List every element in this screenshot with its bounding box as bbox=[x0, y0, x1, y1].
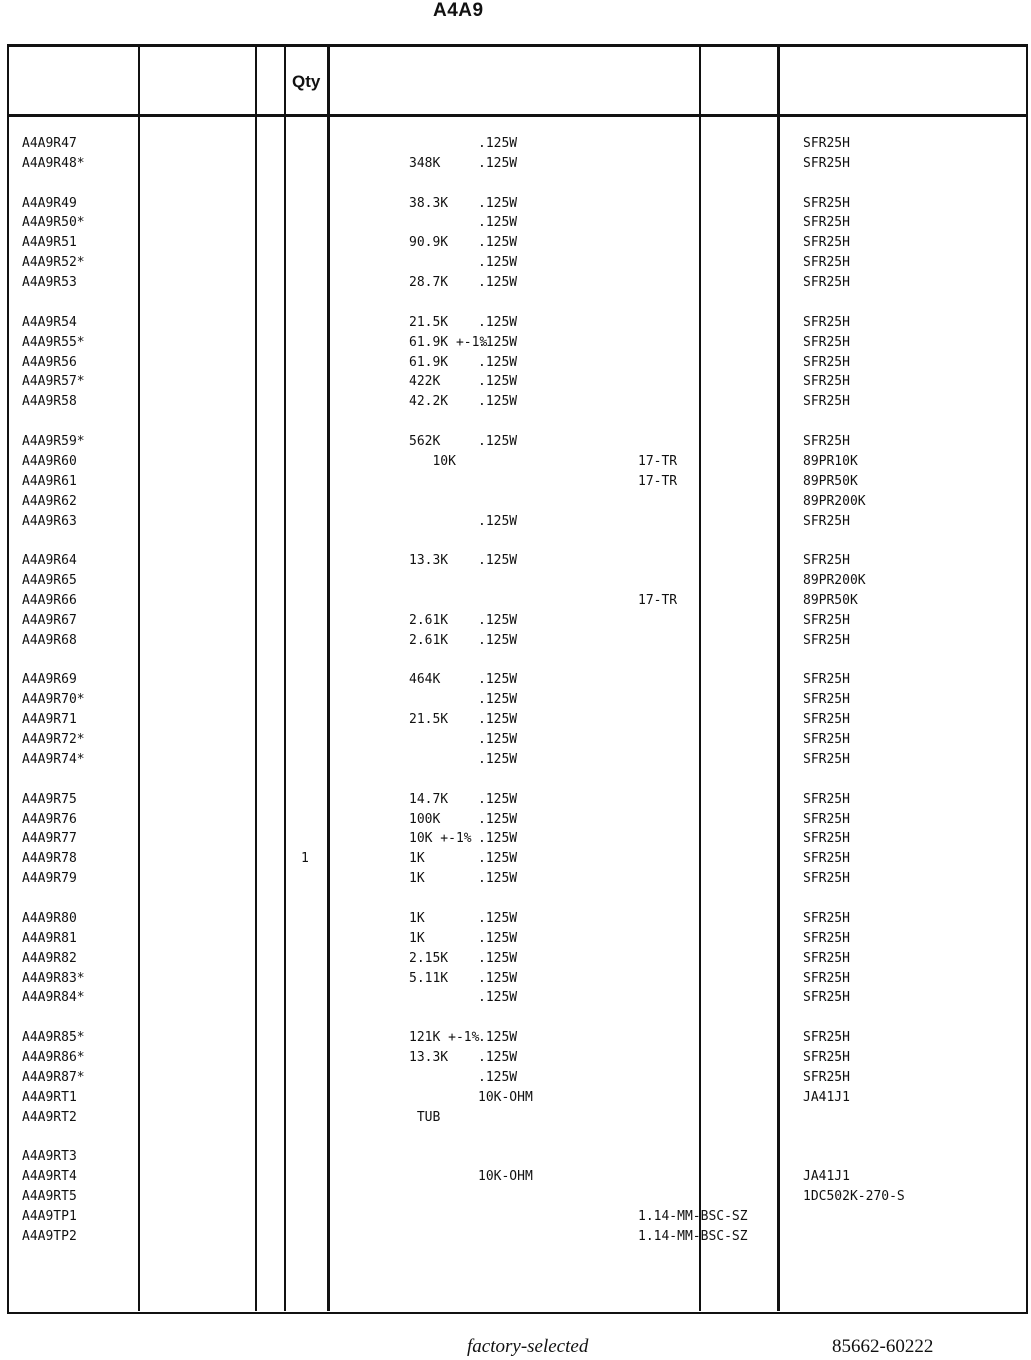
part-mfr-number: SFR25H bbox=[803, 553, 850, 569]
part-mfr-number: SFR25H bbox=[803, 732, 850, 748]
table-row bbox=[0, 1048, 1031, 1068]
part-ref: A4A9TP1 bbox=[22, 1208, 77, 1224]
part-ref: A4A9R74* bbox=[22, 751, 85, 767]
part-ref: A4A9R79 bbox=[22, 871, 77, 887]
part-mfr-number: SFR25H bbox=[803, 712, 850, 728]
part-mfr-number: SFR25H bbox=[803, 612, 850, 628]
part-rating: .125W bbox=[478, 434, 518, 450]
table-row bbox=[0, 392, 1031, 412]
part-rating: .125W bbox=[478, 732, 518, 748]
part-mfr-number: SFR25H bbox=[803, 334, 850, 350]
part-ref: A4A9RT2 bbox=[22, 1109, 77, 1125]
footer-note: factory-selected bbox=[467, 1336, 589, 1357]
part-value: 562K bbox=[409, 434, 441, 450]
part-ref: A4A9R51 bbox=[22, 235, 77, 251]
part-mfr-number: SFR25H bbox=[803, 791, 850, 807]
part-ref: A4A9R81 bbox=[22, 930, 77, 946]
part-mfr-number: 1DC502K-270-S bbox=[803, 1189, 905, 1205]
part-value: 61.9K +-1% bbox=[409, 334, 488, 350]
part-ref: A4A9RT3 bbox=[22, 1149, 77, 1165]
part-qty: 1 bbox=[301, 851, 309, 867]
part-mfr-number: SFR25H bbox=[803, 374, 850, 390]
table-row bbox=[0, 253, 1031, 273]
part-ref: A4A9R67 bbox=[22, 612, 77, 628]
table-row bbox=[0, 1108, 1031, 1128]
part-value: 2.61K bbox=[409, 612, 449, 628]
table-row bbox=[0, 1147, 1031, 1167]
part-value: 21.5K bbox=[409, 314, 449, 330]
part-value: 10K +-1% bbox=[409, 831, 472, 847]
part-mfr-number: SFR25H bbox=[803, 632, 850, 648]
part-mfr-number: 89PR200K bbox=[803, 573, 866, 589]
part-mfr-number: SFR25H bbox=[803, 1050, 850, 1066]
part-mfr-number: SFR25H bbox=[803, 1030, 850, 1046]
table-row bbox=[0, 670, 1031, 690]
table-row bbox=[0, 611, 1031, 631]
table-row bbox=[0, 949, 1031, 969]
part-ref: A4A9R49 bbox=[22, 195, 77, 211]
part-value: 348K bbox=[409, 155, 441, 171]
table-row bbox=[0, 929, 1031, 949]
table-row bbox=[0, 551, 1031, 571]
part-rating: .125W bbox=[478, 831, 518, 847]
table-row bbox=[0, 829, 1031, 849]
part-value: 28.7K bbox=[409, 275, 449, 291]
page-title: A4A9 bbox=[433, 0, 484, 21]
part-rating: .125W bbox=[478, 136, 518, 151]
table-row bbox=[0, 1088, 1031, 1108]
qty-column-header: Qty bbox=[292, 72, 321, 91]
table-row bbox=[0, 790, 1031, 810]
part-mfr-number: 89PR200K bbox=[803, 493, 866, 509]
part-ref: A4A9R68 bbox=[22, 632, 77, 648]
part-mfr-number: SFR25H bbox=[803, 990, 850, 1006]
part-ref: A4A9R50* bbox=[22, 215, 85, 231]
table-row bbox=[0, 134, 1031, 154]
table-row bbox=[0, 988, 1031, 1008]
part-rating: .125W bbox=[478, 275, 518, 291]
part-ref: A4A9R57* bbox=[22, 374, 85, 390]
table-row bbox=[0, 1187, 1031, 1207]
part-mfr-number: SFR25H bbox=[803, 910, 850, 926]
part-rating: .125W bbox=[478, 970, 518, 986]
table-row bbox=[0, 1207, 1031, 1227]
part-ref: A4A9R86* bbox=[22, 1050, 85, 1066]
table-row bbox=[0, 492, 1031, 512]
part-mfr-number: SFR25H bbox=[803, 136, 850, 151]
table-row bbox=[0, 1167, 1031, 1187]
part-rating: .125W bbox=[478, 851, 518, 867]
part-ref: A4A9R82 bbox=[22, 950, 77, 966]
part-rating: .125W bbox=[478, 672, 518, 688]
part-ref: A4A9R70* bbox=[22, 692, 85, 708]
part-rating: .125W bbox=[478, 553, 518, 569]
part-rating: .125W bbox=[478, 215, 518, 231]
table-row bbox=[0, 233, 1031, 253]
part-rating: .125W bbox=[478, 950, 518, 966]
part-ref: A4A9RT5 bbox=[22, 1189, 77, 1205]
part-ref: A4A9R87* bbox=[22, 1069, 85, 1085]
part-value: 14.7K bbox=[409, 791, 449, 807]
part-ref: A4A9R80 bbox=[22, 910, 77, 926]
part-mfr-number: SFR25H bbox=[803, 354, 850, 370]
part-value: 2.61K bbox=[409, 632, 449, 648]
table-row bbox=[0, 154, 1031, 174]
part-rating: .125W bbox=[478, 255, 518, 271]
part-mfr-number: SFR25H bbox=[803, 235, 850, 251]
part-ref: A4A9TP2 bbox=[22, 1228, 77, 1244]
part-rating: .125W bbox=[478, 394, 518, 410]
part-mfr-number: SFR25H bbox=[803, 930, 850, 946]
part-ref: A4A9R63 bbox=[22, 513, 77, 529]
table-row bbox=[0, 969, 1031, 989]
part-ref: A4A9RT4 bbox=[22, 1169, 77, 1185]
part-rating: 10K-OHM bbox=[478, 1169, 533, 1185]
part-rating: .125W bbox=[478, 235, 518, 251]
table-row bbox=[0, 849, 1031, 869]
part-ref: A4A9R85* bbox=[22, 1030, 85, 1046]
part-value: 2.15K bbox=[409, 950, 449, 966]
part-value: 1K bbox=[409, 871, 425, 887]
part-rating: .125W bbox=[478, 811, 518, 827]
part-rating: .125W bbox=[478, 990, 518, 1006]
part-package: 1.14-MM-BSC-SZ bbox=[638, 1228, 748, 1244]
part-value: 90.9K bbox=[409, 235, 449, 251]
part-mfr-number: SFR25H bbox=[803, 831, 850, 847]
part-mfr-number: SFR25H bbox=[803, 195, 850, 211]
table-row bbox=[0, 631, 1031, 651]
part-mfr-number: SFR25H bbox=[803, 394, 850, 410]
table-row bbox=[0, 353, 1031, 373]
part-ref: A4A9R69 bbox=[22, 672, 77, 688]
part-rating: .125W bbox=[478, 791, 518, 807]
part-ref: A4A9R53 bbox=[22, 275, 77, 291]
part-rating: .125W bbox=[478, 910, 518, 926]
part-mfr-number: SFR25H bbox=[803, 811, 850, 827]
part-ref: A4A9R66 bbox=[22, 593, 77, 608]
part-rating: .125W bbox=[478, 632, 518, 648]
part-mfr-number: SFR25H bbox=[803, 950, 850, 966]
part-mfr-number: SFR25H bbox=[803, 970, 850, 986]
table-row bbox=[0, 194, 1031, 214]
part-package: 17-TR bbox=[638, 453, 678, 469]
part-rating: .125W bbox=[478, 612, 518, 628]
part-mfr-number: SFR25H bbox=[803, 434, 850, 450]
part-ref: A4A9R56 bbox=[22, 354, 77, 370]
part-rating: .125W bbox=[478, 513, 518, 529]
part-value: 10K bbox=[409, 453, 456, 469]
part-mfr-number: JA41J1 bbox=[803, 1169, 850, 1185]
table-row bbox=[0, 710, 1031, 730]
table-row bbox=[0, 273, 1031, 293]
part-ref: A4A9R84* bbox=[22, 990, 85, 1006]
part-value: 42.2K bbox=[409, 394, 449, 410]
part-value: 21.5K bbox=[409, 712, 449, 728]
part-rating: .125W bbox=[478, 155, 518, 171]
table-row bbox=[0, 909, 1031, 929]
table-row bbox=[0, 213, 1031, 233]
table-row bbox=[0, 1028, 1031, 1048]
part-ref: A4A9R55* bbox=[22, 334, 85, 350]
part-ref: A4A9R60 bbox=[22, 453, 77, 469]
part-mfr-number: JA41J1 bbox=[803, 1089, 850, 1105]
table-row bbox=[0, 512, 1031, 532]
part-value: 422K bbox=[409, 374, 441, 390]
part-mfr-number: SFR25H bbox=[803, 871, 850, 887]
part-mfr-number: SFR25H bbox=[803, 672, 850, 688]
table-row bbox=[0, 869, 1031, 889]
part-mfr-number: 89PR50K bbox=[803, 593, 858, 608]
part-mfr-number: SFR25H bbox=[803, 513, 850, 529]
part-ref: A4A9R75 bbox=[22, 791, 77, 807]
table-row bbox=[0, 730, 1031, 750]
part-value: 1K bbox=[409, 930, 425, 946]
part-rating: .125W bbox=[478, 712, 518, 728]
part-rating: .125W bbox=[478, 314, 518, 330]
part-ref: A4A9RT1 bbox=[22, 1089, 77, 1105]
part-ref: A4A9R72* bbox=[22, 732, 85, 748]
part-ref: A4A9R76 bbox=[22, 811, 77, 827]
part-rating: .125W bbox=[478, 751, 518, 767]
part-ref: A4A9R59* bbox=[22, 434, 85, 450]
part-value: 13.3K bbox=[409, 553, 449, 569]
part-ref: A4A9R48* bbox=[22, 155, 85, 171]
table-row bbox=[0, 750, 1031, 770]
part-mfr-number: 89PR50K bbox=[803, 473, 858, 489]
part-value: 100K bbox=[409, 811, 441, 827]
part-value: 1K bbox=[409, 851, 425, 867]
part-mfr-number: SFR25H bbox=[803, 751, 850, 767]
header-divider bbox=[7, 114, 1028, 117]
part-mfr-number: SFR25H bbox=[803, 155, 850, 171]
table-row bbox=[0, 313, 1031, 333]
part-value: 61.9K bbox=[409, 354, 449, 370]
part-rating: .125W bbox=[478, 1050, 518, 1066]
part-rating: .125W bbox=[478, 374, 518, 390]
table-row bbox=[0, 591, 1031, 611]
part-ref: A4A9R52* bbox=[22, 255, 85, 271]
part-mfr-number: SFR25H bbox=[803, 215, 850, 231]
table-row bbox=[0, 372, 1031, 392]
part-value: 13.3K bbox=[409, 1050, 449, 1066]
table-row bbox=[0, 1068, 1031, 1088]
table-row bbox=[0, 571, 1031, 591]
part-value: 1K bbox=[409, 910, 425, 926]
part-package: 17-TR bbox=[638, 593, 678, 608]
part-mfr-number: SFR25H bbox=[803, 275, 850, 291]
part-ref: A4A9R71 bbox=[22, 712, 77, 728]
part-value: 121K +-1% bbox=[409, 1030, 480, 1046]
part-mfr-number: SFR25H bbox=[803, 255, 850, 271]
part-ref: A4A9R78 bbox=[22, 851, 77, 867]
part-ref: A4A9R54 bbox=[22, 314, 77, 330]
table-row bbox=[0, 472, 1031, 492]
table-row bbox=[0, 452, 1031, 472]
part-ref: A4A9R62 bbox=[22, 493, 77, 509]
part-ref: A4A9R58 bbox=[22, 394, 77, 410]
footer-part-number: 85662-60222 bbox=[832, 1336, 934, 1357]
part-value: 38.3K bbox=[409, 195, 449, 211]
part-rating: .125W bbox=[478, 354, 518, 370]
table-row bbox=[0, 1227, 1031, 1247]
part-mfr-number: SFR25H bbox=[803, 692, 850, 708]
part-value: 464K bbox=[409, 672, 441, 688]
part-mfr-number: SFR25H bbox=[803, 314, 850, 330]
part-rating: .125W bbox=[478, 871, 518, 887]
part-ref: A4A9R65 bbox=[22, 573, 77, 589]
part-mfr-number: SFR25H bbox=[803, 1069, 850, 1085]
part-rating: .125W bbox=[478, 195, 518, 211]
part-value: 5.11K bbox=[409, 970, 449, 986]
part-rating: .125W bbox=[478, 1030, 518, 1046]
part-rating: .125W bbox=[478, 334, 518, 350]
table-row bbox=[0, 690, 1031, 710]
part-ref: A4A9R47 bbox=[22, 136, 77, 151]
part-ref: A4A9R77 bbox=[22, 831, 77, 847]
part-mfr-number: 89PR10K bbox=[803, 453, 858, 469]
part-ref: A4A9R83* bbox=[22, 970, 85, 986]
part-rating: .125W bbox=[478, 930, 518, 946]
table-row bbox=[0, 333, 1031, 353]
table-row bbox=[0, 810, 1031, 830]
part-rating: .125W bbox=[478, 692, 518, 708]
part-package: 1.14-MM-BSC-SZ bbox=[638, 1208, 748, 1224]
part-ref: A4A9R64 bbox=[22, 553, 77, 569]
part-value: TUB bbox=[409, 1109, 441, 1125]
part-package: 17-TR bbox=[638, 473, 678, 489]
part-ref: A4A9R61 bbox=[22, 473, 77, 489]
part-rating: 10K-OHM bbox=[478, 1089, 533, 1105]
part-rating: .125W bbox=[478, 1069, 518, 1085]
part-mfr-number: SFR25H bbox=[803, 851, 850, 867]
table-row bbox=[0, 432, 1031, 452]
